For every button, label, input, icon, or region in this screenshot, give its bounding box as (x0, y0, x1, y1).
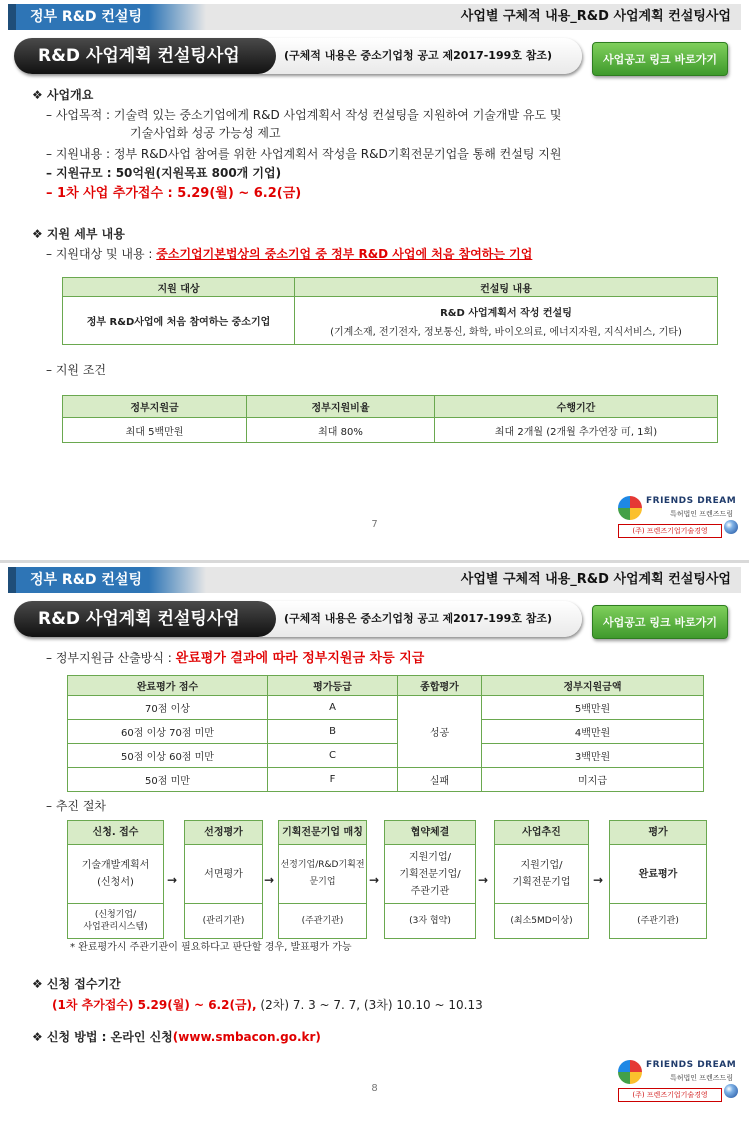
table-cell: C (268, 744, 398, 768)
logo-corp: (주) 프렌즈기업기술경영 (618, 524, 722, 538)
target-prefix: – 지원대상 및 내용 : (46, 247, 157, 261)
step-foot: (신청기업/ 사업관리시스템) (68, 903, 163, 938)
support-condition-table (62, 395, 718, 443)
step-body: 완료평가 (638, 868, 678, 880)
step-body: 선정기업/R&D기획전 문기업 (280, 860, 365, 887)
table-header: 지원 대상 (63, 278, 295, 297)
banner-title: R&D 사업계획 컨설팅사업 (14, 38, 276, 74)
apply-period-first: (1차 추가접수) 5.29(월) ~ 6.2(금), (52, 998, 257, 1012)
header-tag: 정부 R&D 컨설팅 (16, 567, 206, 593)
grade-table (67, 675, 704, 792)
step-title: 평가 (610, 821, 706, 845)
overview-heading: ❖ 사업개요 (32, 88, 94, 102)
header-tag: 정부 R&D 컨설팅 (16, 4, 206, 30)
header-accent-bar (8, 567, 16, 593)
table-cell: 4백만원 (482, 720, 704, 744)
table-cell: 최대 5백만원 (63, 418, 247, 443)
target-line (46, 245, 532, 263)
table-cell: 50점 미만 (68, 768, 268, 792)
apply-method-url[interactable]: (www.smbacon.go.kr) (172, 1030, 321, 1044)
section-banner (14, 601, 582, 637)
table-cell: 5백만원 (482, 696, 704, 720)
procedure-step (278, 820, 367, 939)
arrow-icon: → (593, 873, 604, 887)
procedure-step (609, 820, 707, 939)
page-8 (0, 563, 749, 1125)
table-header: 정부지원금 (63, 396, 247, 418)
table-cell: 미지급 (482, 768, 704, 792)
procedure-footnote: * 완료평가시 주관기관이 필요하다고 판단할 경우, 발표평가 가능 (70, 942, 352, 953)
step-foot: (최소5MD이상) (495, 903, 588, 938)
apply-period-heading: ❖ 신청 접수기간 (32, 977, 121, 991)
table-cell: 50점 이상 60점 미만 (68, 744, 268, 768)
step-foot: (3자 협약) (385, 903, 475, 938)
announcement-link-button[interactable]: 사업공고 링크 바로가기 (592, 605, 728, 639)
logo-name-ko: 특허법인 프렌즈드림 (670, 1074, 734, 1082)
table-header: 정부지원금액 (482, 676, 704, 696)
step-title: 기획전문기업 매칭 (279, 821, 366, 845)
page-header (8, 567, 741, 593)
page-7 (0, 0, 749, 560)
step-title: 신청. 접수 (68, 821, 163, 845)
step-body: 지원기업/ 기획전문기업/ 주관기관 (399, 851, 461, 897)
logo-mark-icon (618, 496, 642, 520)
step-title: 선정평가 (185, 821, 262, 845)
header-subtitle: 사업별 구체적 내용_R&D 사업계획 컨설팅사업 (460, 572, 731, 587)
banner-reference: (구체적 내용은 중소기업청 공고 제2017-199호 참조) (284, 612, 552, 625)
procedure-step (384, 820, 476, 939)
logo-name-en: FRIENDS DREAM (646, 1060, 737, 1070)
table-header: 완료평가 점수 (68, 676, 268, 696)
page-number: 8 (371, 1083, 378, 1094)
table-cell: B (268, 720, 398, 744)
procedure-heading: – 추진 절차 (46, 799, 106, 813)
content-line: – 지원내용 : 정부 R&D사업 참여를 위한 사업계획서 작성을 R&D기획전문기업을 통해 컨설팅 지원 (46, 147, 562, 161)
purpose-line-2: 기술사업화 성공 가능성 제고 (130, 126, 281, 140)
table-cell: 최대 80% (247, 418, 435, 443)
table-header: 정부지원비율 (247, 396, 435, 418)
table-header: 평가등급 (268, 676, 398, 696)
section-banner (14, 38, 582, 74)
condition-heading: – 지원 조건 (46, 363, 106, 377)
apply-method-prefix: ❖ 신청 방법 : 온라인 신청 (32, 1030, 173, 1044)
logo-mark-icon (618, 1060, 642, 1084)
step-foot: (주관기관) (610, 903, 706, 938)
logo-corp: (주) 프렌즈기업기술경영 (618, 1088, 722, 1102)
table-cell: 60점 이상 70점 미만 (68, 720, 268, 744)
table-cell: 정부 R&D사업에 처음 참여하는 중소기업 (63, 297, 295, 345)
logo-name-en: FRIENDS DREAM (646, 496, 737, 506)
logo-name-ko: 특허법인 프렌즈드림 (670, 510, 734, 518)
apply-method-line (32, 1028, 321, 1046)
step-title: 협약체결 (385, 821, 475, 845)
step-foot: (관리기관) (185, 903, 262, 938)
table-cell (295, 297, 718, 345)
step-body: 기술개발계획서 (신청서) (81, 860, 150, 888)
table-cell: F (268, 768, 398, 792)
purpose-line-1: – 사업목적 : 기술력 있는 중소기업에게 R&D 사업계획서 작성 컨설팅을 지원하여 기술개발 유도 및 (46, 108, 562, 122)
first-round-line: – 1차 사업 추가접수 : 5.29(월) ~ 6.2(금) (46, 186, 302, 201)
banner-title: R&D 사업계획 컨설팅사업 (14, 601, 276, 637)
scale-line: – 지원규모 : 50억원(지원목표 800개 기업) (46, 166, 282, 180)
calc-highlight: 완료평가 결과에 따라 정부지원금 차등 지급 (175, 651, 425, 666)
target-highlight: 중소기업기본법상의 중소기업 중 정부 R&D 사업에 처음 참여하는 기업 (156, 247, 533, 261)
table-cell-fail: 실패 (398, 768, 482, 792)
page-number: 7 (371, 519, 378, 530)
header-subtitle: 사업별 구체적 내용_R&D 사업계획 컨설팅사업 (460, 9, 731, 24)
table-header: 종합평가 (398, 676, 482, 696)
banner-reference: (구체적 내용은 중소기업청 공고 제2017-199호 참조) (284, 49, 552, 62)
calc-line (46, 649, 424, 668)
table-cell: 70점 이상 (68, 696, 268, 720)
procedure-step (184, 820, 263, 939)
arrow-icon: → (167, 873, 178, 887)
step-body: 지원기업/ 기획전문기업 (512, 860, 571, 888)
header-accent-bar (8, 4, 16, 30)
detail-heading: ❖ 지원 세부 내용 (32, 227, 125, 241)
arrow-icon: → (478, 873, 489, 887)
support-target-table (62, 277, 718, 345)
arrow-icon: → (264, 873, 275, 887)
apply-period-line (52, 996, 483, 1014)
procedure-step (67, 820, 164, 939)
consulting-title: R&D 사업계획서 작성 컨설팅 (440, 307, 572, 319)
procedure-step (494, 820, 589, 939)
table-header: 수행기간 (435, 396, 718, 418)
arrow-icon: → (369, 873, 380, 887)
table-cell-success: 성공 (398, 696, 482, 768)
table-header: 컨설팅 내용 (295, 278, 718, 297)
page-header (8, 4, 741, 30)
consulting-fields: (기계소재, 전기전자, 정보통신, 화학, 바이오의료, 에너지자원, 지식서비스, 기타) (330, 326, 682, 338)
step-foot: (주관기관) (279, 903, 366, 938)
calc-prefix: – 정부지원금 산출방식 : (46, 651, 176, 665)
announcement-link-button[interactable]: 사업공고 링크 바로가기 (592, 42, 728, 76)
table-cell: 최대 2개월 (2개월 추가연장 可, 1회) (435, 418, 718, 443)
step-title: 사업추진 (495, 821, 588, 845)
apply-period-rest: (2차) 7. 3 ~ 7. 7, (3차) 10.10 ~ 10.13 (256, 998, 483, 1012)
table-cell: A (268, 696, 398, 720)
table-cell: 3백만원 (482, 744, 704, 768)
step-body: 서면평가 (204, 868, 243, 880)
